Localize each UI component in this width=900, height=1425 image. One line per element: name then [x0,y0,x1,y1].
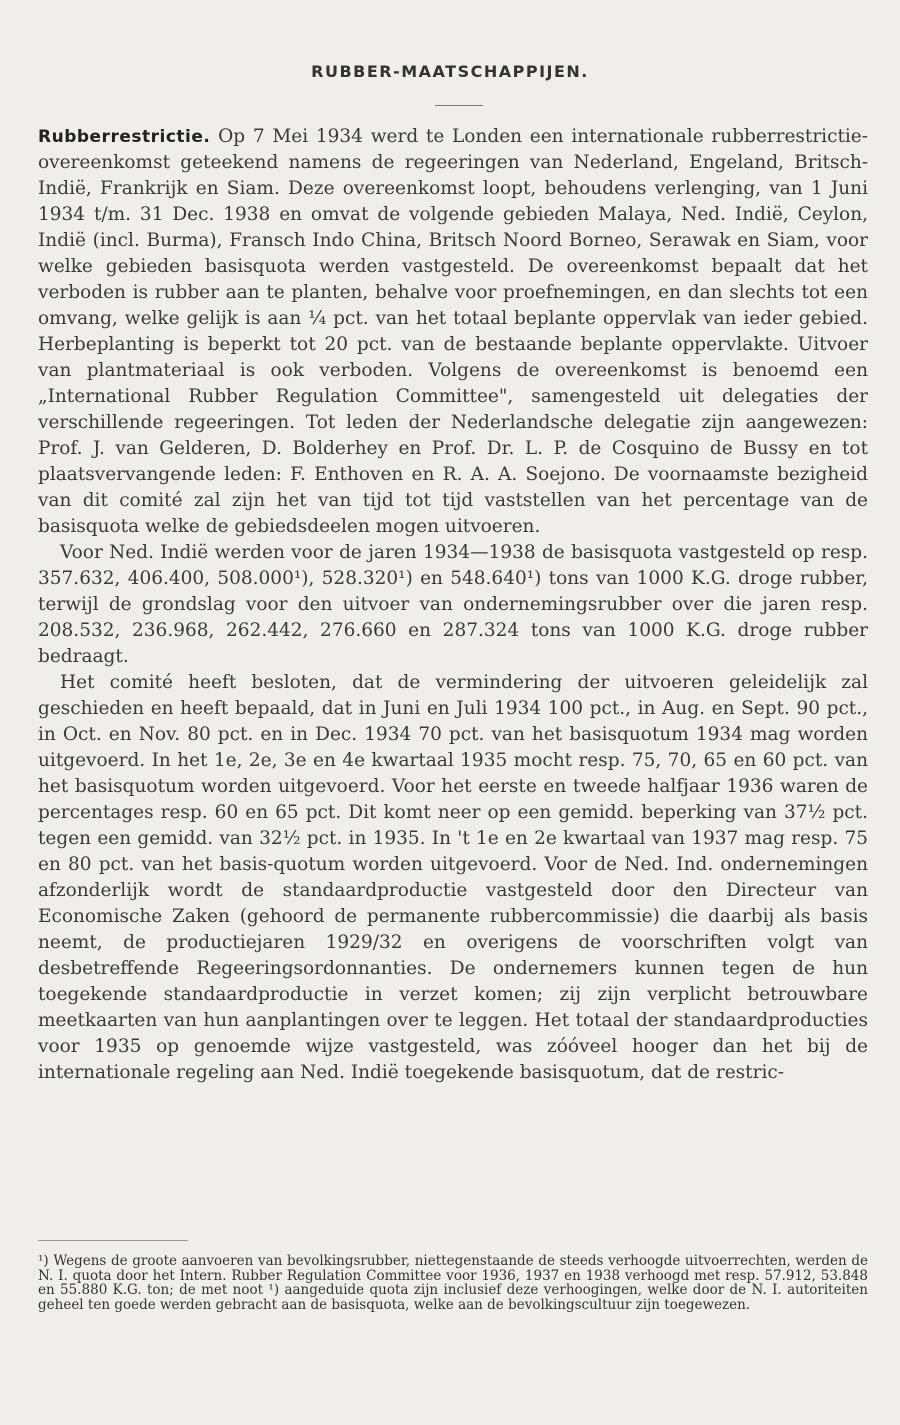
footnote-rule [38,1240,188,1241]
paragraph-2: Voor Ned. Indië werden voor de jaren 1934—1938 de basisquota vastgesteld op resp. 357.632, 406.400, 508.000¹), 528.320¹) en 548.640¹) tons van 1000 K.G. droge rubber, terwijl de grondslag voor den uitvoer van ondernemingsrubber over die jaren resp. 208.532, 236.968, 262.442, 276.660 en 287.324 tons van 1000 K.G. droge rubber bedraagt. [38,542,868,667]
footnote-text: ¹) Wegens de groote aanvoeren van bevolkingsrubber, niettegenstaande de steeds verhoogde uitvoerrechten, werden de N. I. quota door het Intern. Rubber Regulation Committee voor 1936, 1937 en 1938 verhoogd met resp. 57.912, 53.848 en 55.880 K.G. ton; de met noot ¹) aangeduide quota zijn inclusief deze verhoogingen, welke door de N. I. autoriteiten geheel ten goede werden gebracht aan de basisquota, welke aan de bevolkingscultuur zijn toegewezen. [38,1253,868,1313]
heading-rule [435,105,483,106]
footnote [38,1254,868,1312]
paragraph-1-text: Op 7 Mei 1934 werd te Londen een internationale rubberrestrictie-overeenkomst geteekend namens de regeeringen van Nederland, Engeland, Britsch-Indië, Frankrijk en Siam. Deze overeenkomst loopt, behoudens verlenging, van 1 Juni 1934 t/m. 31 Dec. 1938 en omvat de volgende gebieden Malaya, Ned. Indië, Ceylon, Indië (incl. Burma), Fransch Indo China, Britsch Noord Borneo, Serawak en Siam, voor welke gebieden basisquota werden vastgesteld. De overeenkomst bepaalt dat het verboden is rubber aan te planten, behalve voor proefnemingen, en dan slechts tot een omvang, welke gelijk is aan ¼ pct. van het totaal beplante oppervlak van ieder gebied. Herbeplanting is beperkt tot 20 pct. van de bestaande beplante oppervlakte. Uitvoer van plantmateriaal is ook verboden. Volgens de overeenkomst is benoemd een „International Rubber Regulation Committee", samengesteld uit delegaties der verschillende regeeringen. Tot leden der Nederlandsche delegatie zijn aangewezen: Prof. J. van Gelderen, D. Bolderhey en Prof. Dr. L. P. de Cosquino de Bussy en tot plaatsvervangende leden: F. Enthoven en R. A. A. Soejono. De voornaamste bezigheid van dit comité zal zijn het van tijd tot tijd vaststellen van het percentage van de basisquota welke de gebiedsdeelen mogen uitvoeren. [38,126,868,537]
paragraph-1 [38,124,868,540]
section-title: Rubberrestrictie. [38,127,211,147]
main-text [38,124,868,1086]
page-heading: RUBBER-MAATSCHAPPIJEN. [311,62,589,81]
paragraph-3: Het comité heeft besloten, dat de vermindering der uitvoeren geleidelijk zal geschieden en heeft bepaald, dat in Juni en Juli 1934 100 pct., in Aug. en Sept. 90 pct., in Oct. en Nov. 80 pct. en in Dec. 1934 70 pct. van het basisquotum 1934 mag worden uitgevoerd. In het 1e, 2e, 3e en 4e kwartaal 1935 mocht resp. 75, 70, 65 en 60 pct. van het basisquotum worden uitgevoerd. Voor het eerste en tweede halfjaar 1936 waren de percentages resp. 60 en 65 pct. Dit komt neer op een gemidd. beperking van 37½ pct. tegen een gemidd. van 32½ pct. in 1935. In 't 1e en 2e kwartaal van 1937 mag resp. 75 en 80 pct. van het basis-quotum worden uitgevoerd. Voor de Ned. Ind. ondernemingen afzonderlijk wordt de standaardproductie vastgesteld door den Directeur van Economische Zaken (gehoord de permanente rubbercommissie) die daarbij als basis neemt, de productiejaren 1929/32 en overigens de voorschriften volgt van desbetreffende Regeeringsordonnanties. De ondernemers kunnen tegen de hun toegekende standaardproductie in verzet komen; zij zijn verplicht betrouwbare meetkaarten van hun aanplantingen over te leggen. Het totaal der standaardproducties voor 1935 op genoemde wijze vastgesteld, was zóóveel hooger dan het bij de internationale regeling aan Ned. Indië toegekende basisquotum, dat de restric- [38,672,868,1083]
